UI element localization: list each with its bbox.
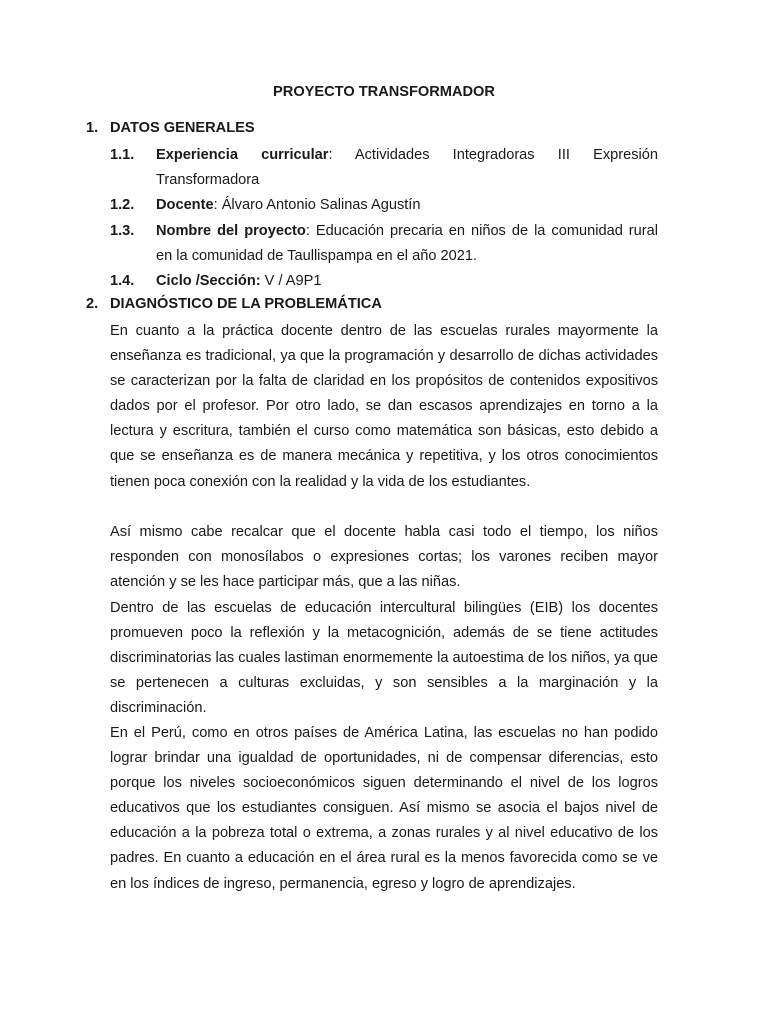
item-text — [156, 219, 658, 269]
section-heading-datos-generales — [86, 120, 255, 136]
item-value: V / A9P1 — [260, 273, 322, 289]
item-number: 1.2. — [110, 197, 135, 213]
section-title: DATOS GENERALES — [110, 120, 255, 136]
paragraph-1: En cuanto a la práctica docente dentro de las escuelas rurales mayormente la enseñanza es tradicional, ya que la programación y desarrollo de dichas actividades se caracterizan por la falta de claridad en los propósitos de contenidos expositivos dados por el profesor. Por otro lado, se dan escasos aprendizajes en torno a la lectura y escritura, también el curso como matemática son básicas, esto debido a que se enseñanza es de manera mecánica y repetitiva, y los otros conocimientos tienen poca conexión con la realidad y la vida de los estudiantes. — [110, 323, 658, 490]
item-number: 1.1. — [110, 147, 135, 163]
item-separator: : — [305, 223, 310, 239]
section-heading-diagnostico — [86, 296, 382, 312]
item-separator: : — [328, 147, 333, 163]
item-value: Educación precaria en niños de la comunidad rural en la comunidad de Taullispampa en el año 2021. — [156, 223, 658, 264]
item-text — [156, 269, 658, 294]
paragraph-3: Dentro de las escuelas de educación intercultural bilingües (EIB) los docentes promueven poco la reflexión y la metacognición, además de se tiene actitudes discriminatorias las cuales lastiman enormemente la autoestima de los niños, ya que se pertenecen a culturas excluidas, y son sensibles a la marginación y la discriminación. — [110, 600, 658, 717]
item-number: 1.4. — [110, 273, 135, 289]
paragraph-4: En el Perú, como en otros países de América Latina, las escuelas no han podido lograr brindar una igualdad de oportunidades, ni de compensar diferencias, esto porque los niveles socioeconómicos siguen determinando el nivel de los logros educativos que los estudiantes consiguen. Así mismo se asocia el bajos nivel de educación a la pobreza total o extrema, a zonas rurales y al nivel educativo de los padres. En cuanto a educación en el área rural es la menos favorecida como se ve en los índices de ingreso, permanencia, egreso y logro de aprendizajes. — [110, 725, 658, 892]
item-value: Actividades Integradoras III Expresión Transformadora — [156, 147, 658, 188]
item-value: Álvaro Antonio Salinas Agustín — [217, 197, 421, 213]
document-title: PROYECTO TRANSFORMADOR — [273, 84, 495, 100]
item-number: 1.3. — [110, 223, 135, 239]
item-nombre-proyecto — [110, 219, 658, 269]
item-ciclo-seccion — [110, 269, 658, 294]
item-label: Nombre del proyecto — [156, 223, 306, 239]
item-experiencia-curricular — [110, 143, 658, 193]
item-label: Ciclo /Sección: — [156, 273, 261, 289]
section-number: 1. — [86, 120, 99, 136]
section-number: 2. — [86, 296, 99, 312]
item-docente — [110, 193, 658, 218]
section-title: DIAGNÓSTICO DE LA PROBLEMÁTICA — [110, 296, 382, 312]
item-label: Experiencia curricular — [156, 147, 329, 163]
item-text — [156, 143, 658, 193]
paragraph-2: Así mismo cabe recalcar que el docente habla casi todo el tiempo, los niños responden con monosílabos o expresiones cortas; los varones reciben mayor atención y se les hace participar más, que a las niñas. — [110, 524, 658, 591]
item-separator: : — [213, 197, 218, 213]
item-text — [156, 193, 658, 218]
item-label: Docente — [156, 197, 214, 213]
